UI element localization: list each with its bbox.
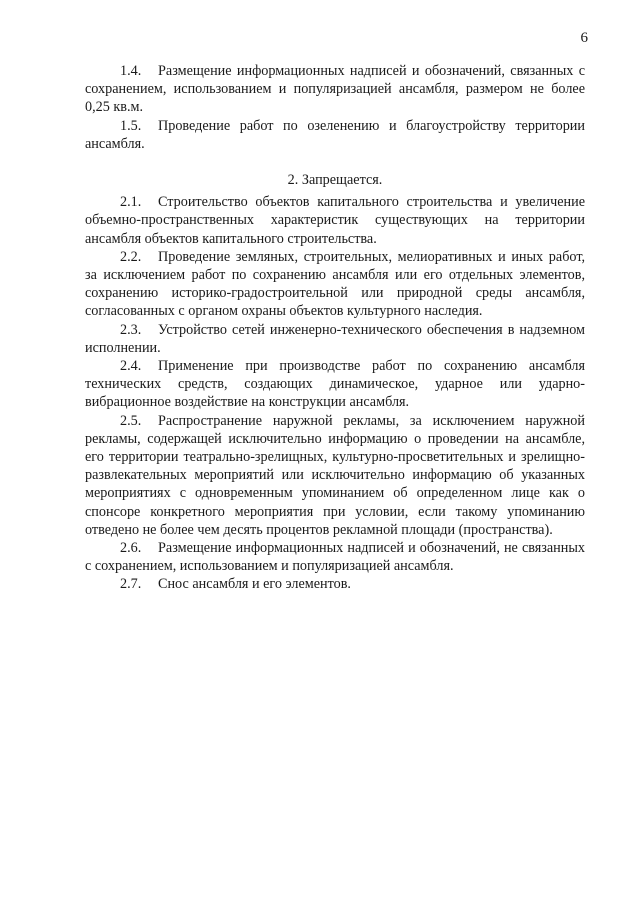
clause-text: Снос ансамбля и его элементов. [158,576,351,593]
clause-1-5 [85,117,585,153]
clause-number: 2.4. [120,358,142,375]
document-body [85,62,585,594]
clause-text: Применение при производстве работ по сохранению ансамбля технических средств, создающих динамическое, ударное или ударно-вибрационное воздействие на конструкции ансамбля. [85,358,585,411]
clause-2-7 [85,575,585,593]
page-number: 6 [580,30,588,46]
clause-1-4 [85,62,585,117]
clause-text: Устройство сетей инженерно-технического обеспечения в надземном исполнении. [85,321,585,356]
clause-number: 2.6. [120,540,142,557]
clause-text: Размещение информационных надписей и обозначений, связанных с сохранением, использованием и популяризацией ансамбля, размером не более 0,25 кв.м. [85,63,585,116]
clause-text: Размещение информационных надписей и обозначений, не связанных с сохранением, использованием и популяризацией ансамбля. [85,540,585,575]
clause-2-4 [85,357,585,412]
clause-2-3 [85,321,585,357]
clause-2-6 [85,539,585,575]
clause-number: 1.4. [120,63,142,79]
clause-number: 1.5. [120,117,142,134]
clause-number: 2.7. [120,576,142,593]
clause-2-2 [85,248,585,321]
clause-2-1 [85,193,585,248]
clause-text: Проведение работ по озеленению и благоустройству территории ансамбля. [85,117,585,152]
clause-number: 2.1. [120,194,142,211]
section-heading: 2. Запрещается. [287,172,383,189]
clause-text: Строительство объектов капитального строительства и увеличение объемно-пространственных характеристик существующих на территории ансамбля объектов капитального строительства. [85,194,585,247]
clause-text: Распространение наружной рекламы, за исключением наружной рекламы, содержащей исключительно информацию о проведении на ансамбле, его территории театрально-зрелищных, культурно-просветительных и зрелищно-развлекательных мероприятий или исключительно информацию об указанных мероприятиях с одновременным упоминанием об определенном лице как о спонсоре конкретного мероприятия при условии, если такому упоминанию отведено не более чем десять процентов рекламной площади (пространства). [85,412,585,538]
clause-number: 2.2. [120,248,142,265]
clause-number: 2.5. [120,412,142,429]
clause-number: 2.3. [120,321,142,338]
clause-text: Проведение земляных, строительных, мелиоративных и иных работ, за исключением работ по сохранению ансамбля или его отдельных элементов, сохранению историко-градостроительной или природной среды ансамбля, согласованных с органом охраны объектов культурного наследия. [85,248,585,320]
clause-2-5 [85,412,585,539]
